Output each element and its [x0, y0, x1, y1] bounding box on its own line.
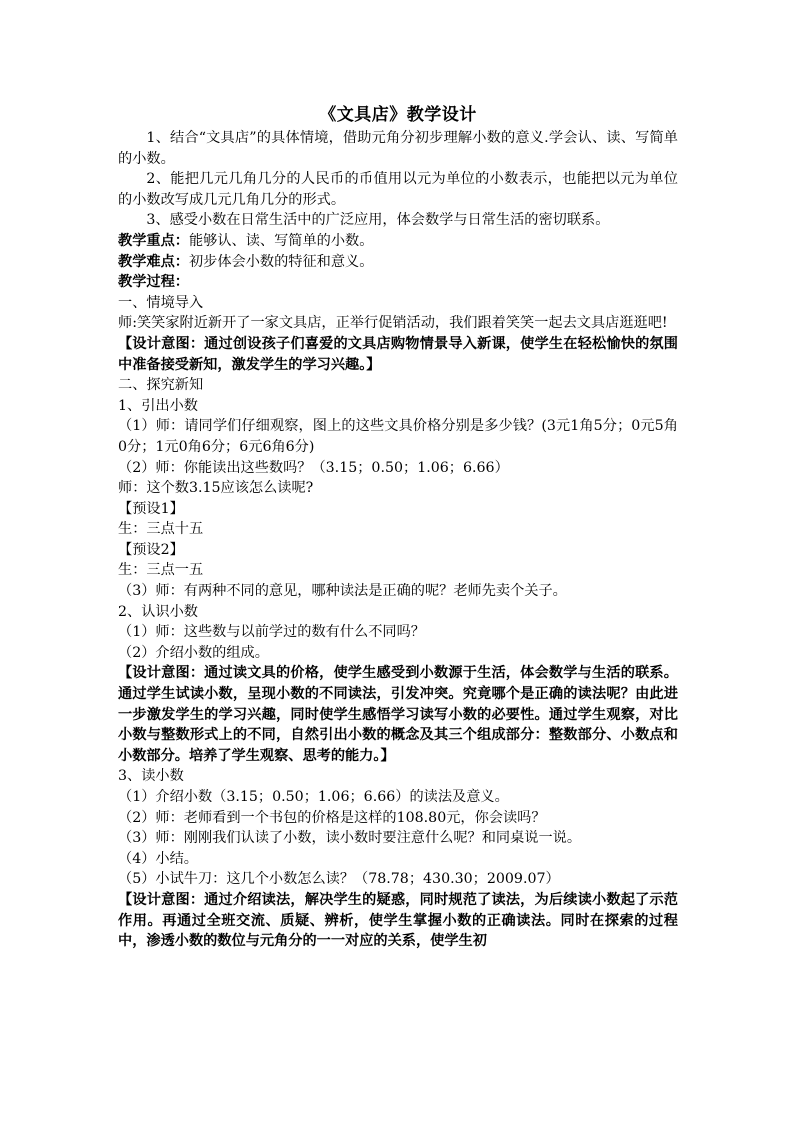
sub1-line: （3）师：有两种不同的意见，哪种读法是正确的呢？老师先卖个关子。 [118, 583, 567, 600]
sub3-heading: 3、读小数 [118, 768, 184, 785]
sub2-line: （1）师：这些数与以前学过的数有什么不同吗？ [118, 624, 425, 641]
sub1-line: 生：三点一五 [118, 562, 204, 579]
objective-1: 1、结合“文具店”的具体情境，借助元角分初步理解小数的意义.学会认、读、写简单的小数。 [118, 130, 678, 167]
sub1-heading: 1、引出小数 [118, 397, 198, 414]
sub3-line: （3）师：刚刚我们认读了小数，读小数时要注意什么呢？和同桌说一说。 [118, 830, 582, 847]
key-point-label: 教学重点： [118, 232, 189, 249]
sub1-line: 生：三点十五 [118, 521, 204, 538]
difficulty-text: 初步体会小数的特征和意义。 [188, 253, 374, 270]
section1-teacher: 师:笑笑家附近新开了一家文具店，正举行促销活动，我们跟着笑笑一起去文具店逛逛吧! [118, 315, 668, 332]
sub1-line: 【预设2】 [118, 541, 184, 558]
sub1-line: 师：这个数3.15应该怎么读呢? [118, 480, 314, 497]
sub1-line: 【预设1】 [118, 500, 184, 517]
sub1-line: （1）师：请同学们仔细观察，图上的这些文具价格分别是多少钱？(3元1角5分；0元5角0分；1元0角6分；6元6角6分) [118, 418, 678, 455]
document-title: 《文具店》教学设计 [319, 105, 477, 125]
objective-3: 3、感受小数在日常生活中的广泛应用，体会数学与日常生活的密切联系。 [146, 212, 610, 229]
section2-intent: 【设计意图：通过读文具的价格，使学生感受到小数源于生活，体会数学与生活的联系。通过学生试读小数，呈现小数的不同读法，引发冲突。究竟哪个是正确的读法呢？由此进一步激发学生的学习兴趣，同时使学生感悟学习读写小数的必要性。通过学生观察，对比小数与整数形式上的不同，自然引出小数的概念及其三个组成部分：整数部分、小数点和小数部分。培养了学生观察、思考的能力。】 [118, 665, 678, 764]
key-point [118, 231, 678, 252]
sub2-heading: 2、认识小数 [118, 603, 198, 620]
sub3-line: （5）小试牛刀：这几个小数怎么读？（78.78；430.30；2009.07） [118, 871, 560, 888]
difficulty [118, 252, 678, 273]
sub2-line: （2）介绍小数的组成。 [118, 644, 269, 661]
section3-intent: 【设计意图：通过介绍读法，解决学生的疑惑，同时规范了读法，为后续读小数起了示范作用。再通过全班交流、质疑、辨析，使学生掌握小数的正确读法。同时在探索的过程中，渗透小数的数位与元角分的一一对应的关系，使学生初 [118, 891, 678, 950]
sub3-line: （1）介绍小数（3.15；0.50；1.06；6.66）的读法及意义。 [118, 789, 509, 805]
objective-2: 2、能把几元几角几分的人民币的币值用以元为单位的小数表示，也能把以元为单位的小数改写成几元几角几分的形式。 [118, 171, 678, 208]
sub3-line: （4）小结。 [118, 850, 198, 867]
sub1-line: （2）师：你能读出这些数吗？（3.15；0.50；1.06；6.66） [118, 459, 509, 476]
process-label: 教学过程： [118, 274, 189, 291]
document-page [118, 104, 678, 952]
sub3-line: （2）师：老师看到一个书包的价格是这样的108.80元，你会读吗？ [118, 809, 546, 826]
difficulty-label: 教学难点： [118, 253, 189, 270]
key-point-text: 能够认、读、写简单的小数。 [188, 232, 374, 249]
section1-intent: 【设计意图：通过创设孩子们喜爱的文具店购物情景导入新课，使学生在轻松愉快的氛围中准备接受新知，激发学生的学习兴趣。】 [118, 335, 678, 373]
section2-heading: 二、探究新知 [118, 377, 204, 394]
section1-heading: 一、情境导入 [118, 294, 204, 311]
